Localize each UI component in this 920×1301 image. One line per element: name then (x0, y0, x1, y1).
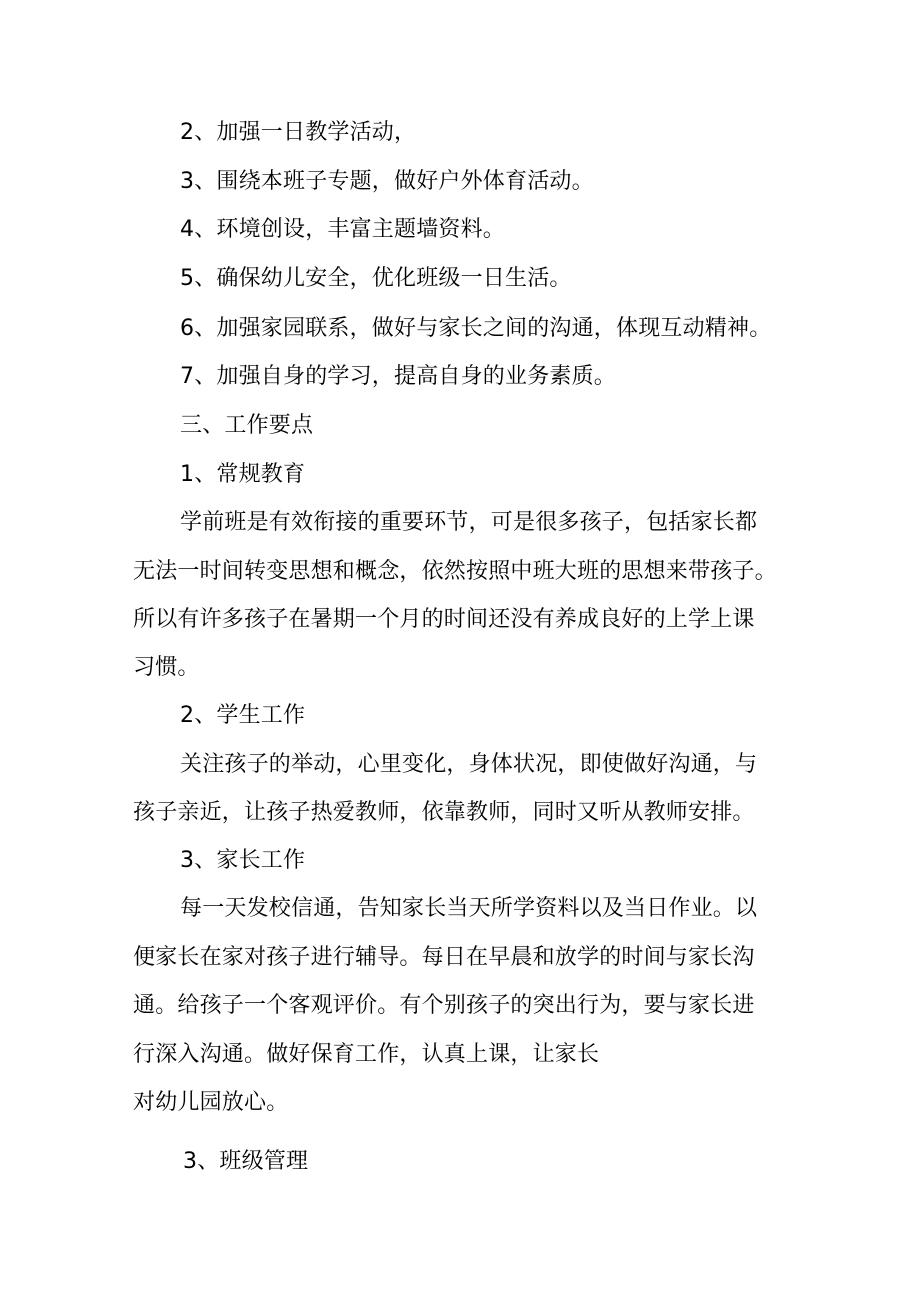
subheading-routine-education: 1、常规教育 (180, 462, 306, 487)
paragraph-line: 习惯。 (133, 655, 200, 680)
paragraph-line: 学前班是有效衔接的重要环节，可是很多孩子，包括家长都 (180, 510, 758, 535)
subheading-class-management: 3、班级管理 (183, 1149, 309, 1174)
list-item-4: 4、环境创设，丰富主题墙资料。 (180, 217, 505, 242)
list-item-5: 5、确保幼儿安全，优化班级一日生活。 (180, 266, 572, 291)
paragraph-line: 通。给孩子一个客观评价。有个别孩子的突出行为，要与家长进 (133, 993, 755, 1018)
list-item-6: 6、加强家园联系，做好与家长之间的沟通，体现互动精神。 (180, 316, 772, 341)
list-item-3: 3、围绕本班子专题，做好户外体育活动。 (180, 169, 594, 194)
section-heading-3: 三、工作要点 (180, 413, 314, 438)
paragraph-line: 孩子亲近，让孩子热爱教师，依靠教师，同时又听从教师安排。 (133, 800, 755, 825)
paragraph-line: 便家长在家对孩子进行辅导。每日在早晨和放学的时间与家长沟 (133, 945, 755, 970)
paragraph-line: 对幼儿园放心。 (133, 1090, 289, 1115)
paragraph-line: 所以有许多孩子在暑期一个月的时间还没有养成良好的上学上课 (133, 607, 755, 632)
paragraph-line: 关注孩子的举动，心里变化，身体状况，即使做好沟通，与 (180, 752, 758, 777)
paragraph-line: 每一天发校信通，告知家长当天所学资料以及当日作业。以 (180, 896, 758, 921)
list-item-7: 7、加强自身的学习，提高自身的业务素质。 (180, 364, 616, 389)
subheading-parent-work: 3、家长工作 (180, 848, 306, 873)
list-item-2: 2、加强一日教学活动， (180, 120, 417, 145)
paragraph-line: 行深入沟通。做好保育工作，认真上课，让家长 (133, 1042, 600, 1067)
paragraph-line: 无法一时间转变思想和概念，依然按照中班大班的思想来带孩子。 (133, 559, 777, 584)
subheading-student-work: 2、学生工作 (180, 703, 306, 728)
